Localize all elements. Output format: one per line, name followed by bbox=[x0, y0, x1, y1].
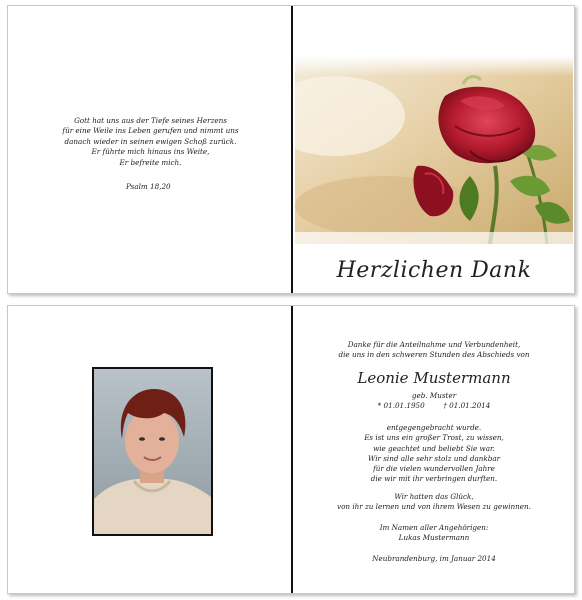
psalm-line: für eine Weile ins Leben gerufen und nimmt uns bbox=[62, 126, 239, 136]
birth-name: geb. Muster bbox=[411, 391, 457, 400]
message-line: Wir sind alle sehr stolz und dankbar bbox=[367, 453, 501, 463]
psalm-line: Er befreite mich. bbox=[119, 157, 182, 167]
signature-text bbox=[295, 523, 573, 544]
message-line: die wir mit ihr verbringen durften. bbox=[370, 474, 498, 484]
fold-line bbox=[291, 306, 293, 593]
psalm-text bbox=[48, 116, 253, 168]
portrait-image bbox=[94, 369, 211, 534]
signature-line: Im Namen aller Angehörigen: bbox=[379, 523, 489, 532]
message-text bbox=[295, 423, 573, 485]
portrait-photo bbox=[92, 367, 213, 536]
psalm-line: danach wieder in seinen ewigen Schoß zurück. bbox=[64, 136, 237, 146]
dates-row bbox=[295, 401, 573, 411]
birth-date: * 01.01.1950 bbox=[377, 401, 425, 410]
psalm-line: Gott hat uns aus der Tiefe seines Herzens bbox=[74, 116, 227, 125]
intro-text bbox=[295, 340, 573, 361]
rose-image bbox=[295, 56, 573, 244]
closing-text bbox=[295, 492, 573, 513]
message-line: für die vielen wundervollen Jahre bbox=[373, 464, 495, 474]
closing-line: von ihr zu lernen und von ihrem Wesen zu gewinnen. bbox=[337, 502, 531, 512]
closing-line: Wir hatten das Glück, bbox=[394, 492, 474, 501]
psalm-reference: Psalm 18,20 bbox=[126, 182, 171, 191]
card-inside bbox=[7, 305, 575, 594]
place-date: Neubrandenburg, im Januar 2014 bbox=[372, 554, 496, 563]
message-line: entgegengebracht wurde. bbox=[386, 423, 482, 432]
message-line: wie geachtet und beliebt Sie war. bbox=[373, 443, 495, 453]
psalm-line: Er führte mich hinaus ins Weite, bbox=[91, 147, 210, 157]
fold-line bbox=[291, 6, 293, 293]
signature-line: Lukas Mustermann bbox=[398, 533, 470, 543]
deceased-name: Leonie Mustermann bbox=[357, 369, 511, 387]
intro-line: Danke für die Anteilnahme und Verbundenheit, bbox=[347, 340, 521, 349]
rose-photo bbox=[295, 56, 573, 244]
intro-line: die uns in den schweren Stunden des Abschieds von bbox=[338, 350, 530, 360]
message-line: Es ist uns ein großer Trost, zu wissen, bbox=[364, 433, 504, 443]
heading-thanks: Herzlichen Dank bbox=[336, 258, 532, 283]
death-date: † 01.01.2014 bbox=[443, 401, 491, 410]
card-front bbox=[7, 5, 575, 294]
